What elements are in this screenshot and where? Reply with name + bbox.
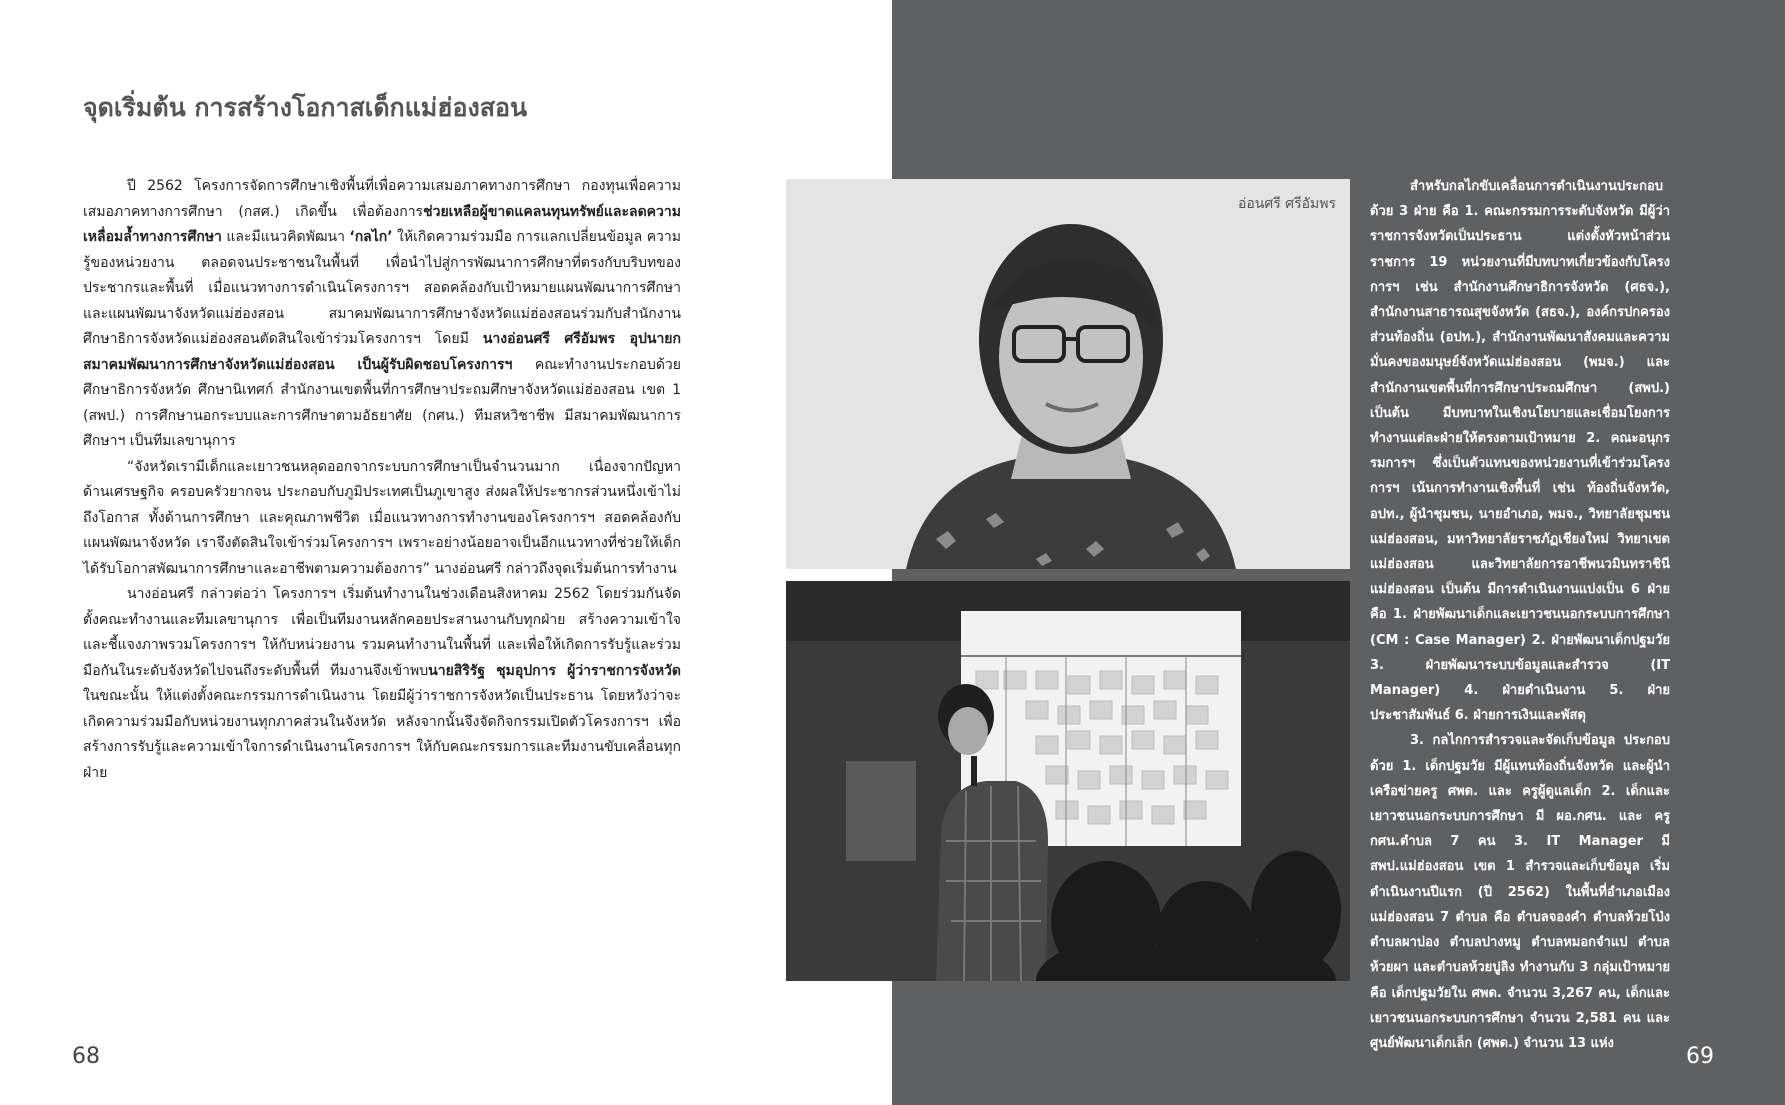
article-paragraph (83, 455, 681, 583)
text-run: นางอ่อนศรี กล่าวต่อว่า โครงการฯ เริ่มต้นทำงานในช่วงเดือนสิงหาคม 2562 โดยร่วมกันจัดตั้งคณะทำงานและทีมเลขานุการ เพื่อเป็นทีมงานหลักคอยประสานงานกับทุกฝ่าย สร้างความเข้าใจและชี้แจงภาพรวมโครงการฯ ให้กับหน่วยงาน รวมคนทำงานในพื้นที่ และเพื่อให้เกิดการรับรู้และร่วมมือกันในระดับจังหวัดไปจนถึงระดับพื้นที่ ทีมงานจึงเข้าพบ (83, 586, 681, 679)
text-run: ประกอบด้วย 1. เด็กปฐมวัย มีผู้แทนท้องถิ่นจังหวัด และผู้นำเครือข่ายครู ศพด. และ ครูผู้ดูแลเด็ก 2. เด็กและเยาวชนนอกระบบการศึกษา มี ผอ.กศน. และ ครู กศน.ตำบล 7 คน 3. IT Manager มี สพป.แม่ฮ่องสอน เขต 1 สำรวจและเก็บข้อมูล เริ่มดำเนินงานปีแรก (ปี 2562) ในพื้นที่อำเภอเมืองแม่ฮ่องสอน 7 ตำบล คือ ตำบลจองคำ ตำบลห้วยโป่ง ตำบลผาบ่อง ตำบลปางหมู ตำบลหมอกจำแป ตำบลห้วยผา และตำบลห้วยปูลิง ทำงานกับ 3 กลุ่มเป้าหมาย คือ เด็กปฐมวัยใน ศพด. จำนวน 3,267 คน, เด็กและเยาวชนนอกระบบการศึกษา จำนวน 2,581 คน และศูนย์พัฒนาเด็กเล็ก (ศพด.) จำนวน 13 แห่ง (1370, 733, 1670, 1051)
bold-text: ‘กลไก’ (349, 229, 393, 245)
left-article-body (83, 174, 681, 786)
page-title: จุดเริ่มต้น การสร้างโอกาสเด็กแม่ฮ่องสอน (83, 93, 528, 122)
text-run: “จังหวัดเรามีเด็กและเยาวชนหลุดออกจากระบบการศึกษาเป็นจำนวนมาก เนื่องจากปัญหาด้านเศรษฐกิจ ครอบครัวยากจน ประกอบกับภูมิประเทศเป็นภูเขาสูง ส่งผลให้ประชากรส่วนหนึ่งเข้าไม่ถึงโอกาส ทั้งด้านการศึกษา และคุณภาพชีวิต เมื่อแนวทางการทำงานของโครงการฯ สอดคล้องกับแผนพัฒนาจังหวัด เราจึงตัดสินใจเข้าร่วมโครงการฯ เพราะอย่างน้อยอาจเป็นอีกแนวทางที่ช่วยให้เด็กได้รับโอกาสพัฒนาการศึกษาและอาชีพตามความต้องการ” นางอ่อนศรี กล่าวถึงจุดเริ่มต้นการทำงาน (83, 458, 681, 577)
photo-caption: อ่อนศรี ศรีอัมพร (1237, 196, 1336, 212)
workshop-illustration (786, 581, 1350, 981)
bold-text: 1. คณะกรรมการระดับจังหวัด (1464, 204, 1634, 220)
right-article-body (1370, 174, 1670, 1056)
text-run: สำหรับกลไกขับเคลื่อนการดำเนินงานประกอบด้วย 3 ฝ่าย คือ (1370, 179, 1664, 220)
bold-text: นายสิริรัฐ ชุมอุปการ ผู้ว่าราชการจังหวัด (428, 662, 681, 679)
portrait-illustration (786, 179, 1350, 569)
text-run: ให้เกิดความร่วมมือ การแลกเปลี่ยนข้อมูล ความรู้ของหน่วยงาน ตลอดจนประชาชนในพื้นที่ เพื่อนำไปสู่การพัฒนาการศึกษาที่ตรงกับบริบทของประชากรและพื้นที่ เมื่อแนวทางการดำเนินโครงการฯ สอดคล้องกับเป้าหมายแผนพัฒนาการศึกษาและแผนพัฒนาจังหวัดแม่ฮ่องสอน สมาคมพัฒนาการศึกษาจังหวัดแม่ฮ่องสอนร่วมกับสำนักงานศึกษาธิการจังหวัดแม่ฮ่องสอนตัดสินใจเข้าร่วมโครงการฯ โดยมี (83, 229, 682, 347)
text-run: มีผู้ว่าราชการจังหวัดเป็นประธาน แต่งตั้งหัวหน้าส่วนราชการ 19 หน่วยงานที่มีบทบาทเกี่ยวข้องกับโครงการฯ เช่น สำนักงานศึกษาธิการจังหวัด (ศธจ.), สำนักงานสาธารณสุขจังหวัด (สธจ.), องค์กรปกครองส่วนท้องถิ่น (อปท.), สำนักงานพัฒนาสังคมและความมั่นคงของมนุษย์จังหวัดแม่ฮ่องสอน (พมจ.) และสำนักงานเขตพื้นที่การศึกษาประถมศึกษา (สพป.) เป็นต้น มีบทบาทในเชิงนโยบายและเชื่อมโยงการทำงานแต่ละฝ่ายให้ตรงตามเป้าหมาย (1370, 204, 1671, 447)
article-paragraph (1370, 174, 1670, 728)
workshop-photo (786, 581, 1350, 981)
text-run: และมีแนวคิดพัฒนา (221, 229, 350, 245)
bold-text: นางอ่อนศรี ศรีอัมพร อุปนายกสมาคมพัฒนาการศึกษาจังหวัดแม่ฮ่องสอน เป็นผู้รับผิดชอบโครงการฯ (83, 331, 681, 373)
article-paragraph (1370, 728, 1670, 1056)
page-number-right: 69 (1686, 1044, 1714, 1069)
bold-text: ช่วยเหลือผู้ขาดแคลนทุนทรัพย์และลดความเหลื่อมล้ำทางการศึกษา (83, 203, 681, 245)
text-run: คณะทำงานประกอบด้วย ศึกษาธิการจังหวัด ศึกษานิเทศก์ สำนักงานเขตพื้นที่การศึกษาประถมศึกษาจังหวัดแม่ฮ่องสอน เขต 1 (สพป.) การศึกษานอกระบบและการศึกษาตามอัธยาศัย (กศน.) ทีมสหวิชาชีพ มีสมาคมพัฒนาการศึกษาฯ เป็นทีมเลขานุการ (83, 356, 681, 449)
bold-text: 3. กลไกการสำรวจและจัดเก็บข้อมูล (1410, 733, 1616, 749)
bold-text: 2. คณะอนุกรรมการฯ (1370, 431, 1670, 472)
portrait-photo (786, 179, 1350, 569)
text-run: ในขณะนั้น ให้แต่งตั้งคณะกรรมการดำเนินงาน โดยมีผู้ว่าราชการจังหวัดเป็นประธาน โดยหวังว่าจะเกิดความร่วมมือกับหน่วยงานทุกภาคส่วนในจังหวัด หลังจากนั้นจึงจัดกิจกรรมเปิดตัวโครงการฯ เพื่อสร้างการรับรู้และความเข้าใจการดำเนินงานโครงการฯ ให้กับคณะกรรมการและทีมงานขับเคลื่อนทุกฝ่าย (83, 688, 681, 781)
text-run: ปี 2562 โครงการจัดการศึกษาเชิงพื้นที่เพื่อความเสมอภาคทางการศึกษา กองทุนเพื่อความเสมอภาคทางการศึกษา (กสศ.) เกิดขึ้น เพื่อต้องการ (83, 178, 681, 220)
article-paragraph (83, 582, 681, 786)
text-run: ซึ่งเป็นตัวแทนของหน่วยงานที่เข้าร่วมโครงการฯ เน้นการทำงานเชิงพื้นที่ เช่น ท้องถิ่นจังหวัด, อปท., ผู้นำชุมชน, นายอำเภอ, พมจ., วิทยาลัยชุมชนแม่ฮ่องสอน, มหาวิทยาลัยราชภัฏเชียงใหม่ วิทยาเขตแม่ฮ่องสอน และวิทยาลัยการอาชีพนวมินทราชินีแม่ฮ่องสอน เป็นต้น มีการดำเนินงานแบ่งเป็น 6 ฝ่าย คือ 1. ฝ่ายพัฒนาเด็กและเยาวชนนอกระบบการศึกษา (CM : Case Manager) 2. ฝ่ายพัฒนาเด็กปฐมวัย 3. ฝ่ายพัฒนาระบบข้อมูลและสำรวจ (IT Manager) 4. ฝ่ายดำเนินงาน 5. ฝ่ายประชาสัมพันธ์ 6. ฝ่ายการเงินและพัสดุ (1370, 456, 1670, 724)
article-paragraph (83, 174, 681, 455)
page-number-left: 68 (72, 1044, 100, 1069)
